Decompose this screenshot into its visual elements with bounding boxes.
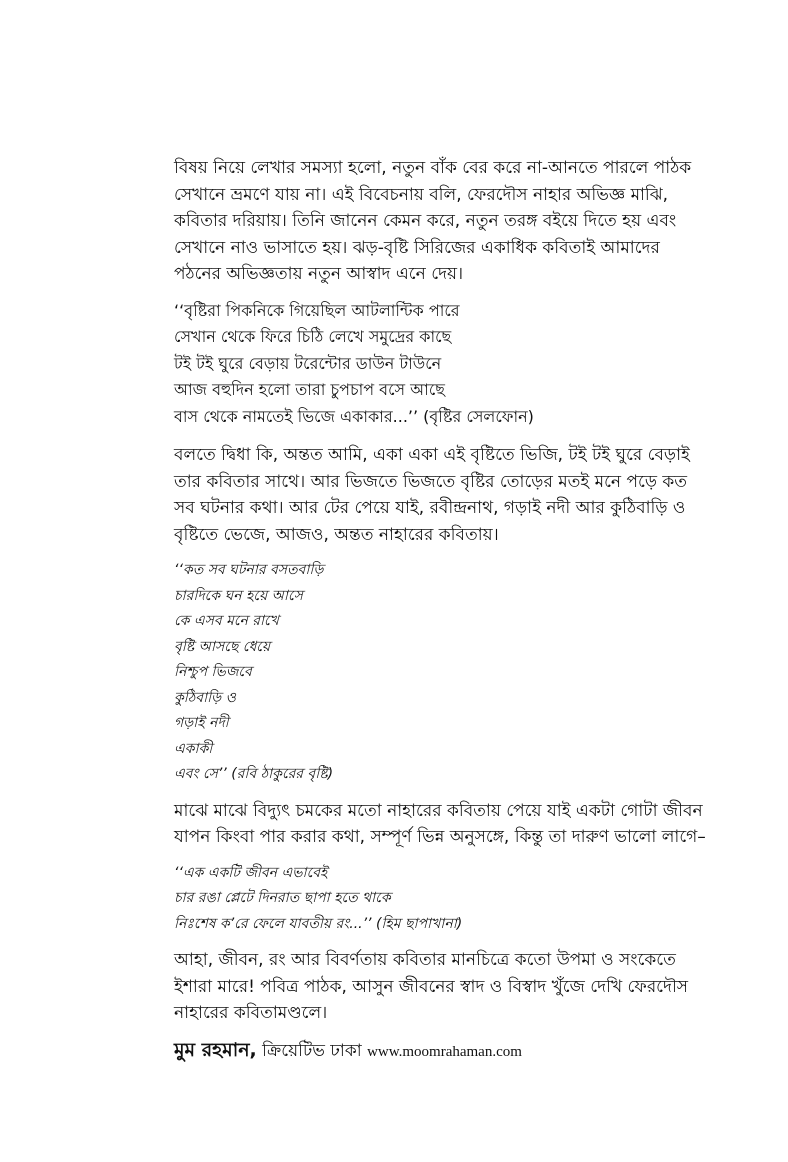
- text-line: কবিতার দরিয়ায়। তিনি জানেন কেমন করে, নতুন তরঙ্গ বইয়ে দিতে হয় এবং: [174, 211, 677, 231]
- poem-line: চারদিকে ঘন হয়ে আসে: [174, 587, 303, 604]
- author-website-link[interactable]: www.moomrahaman.com: [367, 1043, 522, 1060]
- text-line: পঠনের অভিজ্ঞতায় নতুন আস্বাদ এনে দেয়।: [174, 264, 464, 284]
- poem-line: চার রঙা প্লেটে দিনরাত ছাপা হতে থাকে: [174, 890, 391, 906]
- poem-line: বৃষ্টি আসছে ধেয়ে: [174, 638, 271, 655]
- poem-line: টই টই ঘুরে বেড়ায় টরেন্টোর ডাউন টাউনে: [174, 353, 442, 373]
- paragraph-closing: [174, 947, 689, 1027]
- paragraph-lightning: [174, 798, 706, 851]
- poem-line: ‘‘বৃষ্টিরা পিকনিকে গিয়েছিল আটলান্টিক পারে: [174, 300, 460, 320]
- text-line: বলতে দ্বিধা কি, অন্তত আমি, একা একা এই বৃষ্টিতে ভিজি, টই টই ঘুরে বেড়াই: [174, 445, 690, 465]
- text-line: ইশারা মারে! পবিত্র পাঠক, আসুন জীবনের স্বাদ ও বিস্বাদ খুঁজে দেখি ফেরদৌস: [174, 976, 689, 997]
- poem-line: কে এসব মনে রাখে: [174, 613, 279, 629]
- poem-line: নিশ্চুপ ভিজবে: [174, 664, 252, 680]
- author-name: মুম রহমান,: [174, 1038, 257, 1061]
- text-line: মাঝে মাঝে বিদ্যুৎ চমকের মতো নাহারের কবিতায় পেয়ে যাই একটা গোটা জীবন: [174, 800, 703, 821]
- poem-line: আজ বহুদিন হলো তারা চুপচাপ বসে আছে: [174, 380, 445, 399]
- poem-line: সেখান থেকে ফিরে চিঠি লেখে সমুদ্রের কাছে: [174, 327, 452, 346]
- poem-line: একাকী: [174, 740, 213, 757]
- poem-quote-him-chhapakhana: [174, 861, 674, 938]
- text-line: তার কবিতার সাথে। আর ভিজতে ভিজতে বৃষ্টির তোড়ের মতই মনে পড়ে কত: [174, 471, 688, 492]
- poem-line: গড়াই নদী: [174, 715, 229, 731]
- text-line: আহা, জীবন, রং আর বিবর্ণতায় কবিতার মানচিত্রে কতো উপমা ও সংকেতে: [174, 950, 676, 970]
- author-organization: ক্রিয়েটিভ ঢাকা: [256, 1040, 368, 1061]
- text-line: যাপন কিংবা পার করার কথা, সম্পূর্ণ ভিন্ন অনুসঙ্গে, কিন্তু তা দারুণ ভালো লাগে–: [174, 827, 706, 847]
- poem-quote-robi-thakur: [174, 558, 674, 788]
- paragraph-intro: [174, 155, 692, 288]
- author-signature: [174, 1037, 674, 1065]
- poem-line: নিঃশেষ ক’রে ফেলে যাবতীয় রং...’’ (হিম ছাপাখানা): [174, 915, 463, 932]
- poem-line: ‘‘এক একটি জীবন এভাবেই: [174, 864, 328, 881]
- paragraph-rain: [174, 442, 690, 548]
- poem-line: এবং সে’’ (রবি ঠাকুরের বৃষ্টি): [174, 766, 334, 782]
- text-line: সেখানে নাও ভাসাতে হয়। ঝড়-বৃষ্টি সিরিজের একাধিক কবিতাই আমাদের: [174, 237, 660, 258]
- text-line: নাহারের কবিতামণ্ডলে।: [174, 1003, 328, 1023]
- text-line: বৃষ্টিতে ভেজে, আজও, অন্তত নাহারের কবিতায়।: [174, 524, 499, 545]
- poem-line: কুঠিবাড়ি ও: [174, 689, 236, 706]
- text-line: সেখানে ভ্রমণে যায় না। এই বিবেচনায় বলি, ফেরদৌস নাহার অভিজ্ঞ মাঝি,: [174, 184, 669, 205]
- text-line: বিষয় নিয়ে লেখার সমস্যা হলো, নতুন বাঁক বের করে না-আনতে পারলে পাঠক: [174, 158, 692, 178]
- document-page: [174, 155, 706, 1065]
- text-line: সব ঘটনার কথা। আর টের পেয়ে যাই, রবীন্দ্রনাথ, গড়াই নদী আর কুঠিবাড়ি ও: [174, 498, 686, 518]
- poem-quote-bristir-cellphone: [174, 298, 674, 431]
- poem-line: ‘‘কত সব ঘটনার বসতবাড়ি: [174, 562, 324, 578]
- poem-line: বাস থেকে নামতেই ভিজে একাকার...’’ (বৃষ্টির সেলফোন): [174, 406, 534, 426]
